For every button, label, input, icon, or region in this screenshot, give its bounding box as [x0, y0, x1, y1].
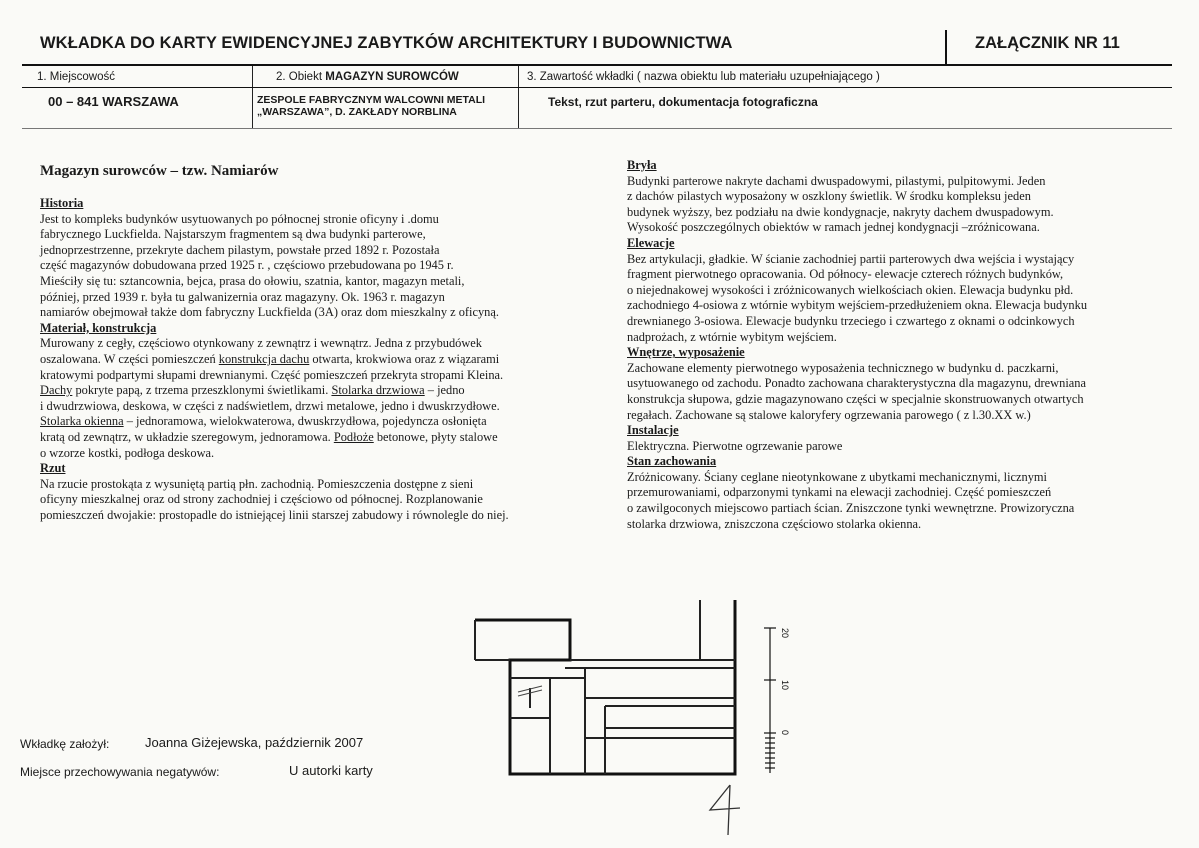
object-label-block: [276, 71, 459, 83]
floor-plan-drawing: [470, 598, 790, 783]
section-heading-rzut: Rzut: [40, 461, 66, 476]
locality-label: 1. Miejscowość: [37, 71, 115, 83]
section-text-bryla: Budynki parterowe nakryte dachami dwuspadowymi, pilastymi, pulpitowymi. Jeden z dachów pilastych wyposażony w oszklony świetlik. W środku kompleksu jeden budynek wyższy, bez podziału na dwie kondygnacje, nakryty dachem dwuspadowym. Wysokość poszczególnych obiektów w ramach jednej kondygnacji –zróżnicowana.: [627, 173, 1054, 235]
scale-label-20: 20: [780, 628, 790, 639]
object-label: 2. Obiekt: [276, 71, 323, 83]
author-label: Wkładkę założył:: [20, 737, 110, 751]
field-rule: [22, 87, 1172, 88]
right-column: [627, 158, 1187, 532]
locality-value: 00 – 841 WARSZAWA: [48, 94, 179, 109]
handwritten-page-number: [700, 780, 750, 840]
negatives-label: Miejsce przechowywania negatywów:: [20, 765, 220, 779]
annex-number: ZAŁĄCZNIK NR 11: [975, 34, 1120, 52]
section-text-instalacje: Elektryczna. Pierwotne ogrzewanie parowe: [627, 438, 843, 453]
section-text-historia: Jest to kompleks budynków usytuowanych po północnej stronie oficyny i .domu fabrycznego Luckfielda. Najstarszym fragmentem są dwa budynki parterowe, jednoprzestrzenne, przekryte dachem pilastym, powstałe przed 1892 r. Pozostała część magazynów dobudowana przed 1925 r. , częściowo przebudowana po 1945 r. Mieściły się tu: sztancownia, bejca, prasa do ołowiu, szatnia, kantor, magazyn metali, później, przed 1939 r. była tu galwanizernia oraz magazyny. Ok. 1963 r. magazyn namiarów obejmował także dom fabryczny Luckfielda (3A) oraz dom mieszkalny z oficyną.: [40, 211, 499, 320]
scale-label-0: 0: [780, 730, 790, 736]
content-value: Tekst, rzut parteru, dokumentacja fotograficzna: [548, 95, 818, 109]
section-heading-stan: Stan zachowania: [627, 454, 717, 469]
left-column: [40, 196, 600, 523]
document-title: Magazyn surowców – tzw. Namiarów: [40, 163, 279, 179]
section-text-material: Murowany z cegły, częściowo otynkowany z zewnątrz i wewnątrz. Jedna z przybudówek oszalowana. W części pomieszczeń konstrukcja dachu otwarta, krokwiowa oraz z wiązarami kratowymi podpartymi słupami drewnianymi. Część pomieszczeń przekryta stropami Kleina. Dachy pokryte papą, z trzema przeszklonymi świetlikami. Stolarka drzwiowa – jedno i dwudrzwiowa, deskowa, w części z nadświetlem, drzwi metalowe, jedno i dwuskrzydłowe. Stolarka okienna – jednoramowa, wielokwaterowa, dwuskrzydłowa, pojedyncza osłonięta kratą od zewnątrz, w układzie szeregowym, jednoramowa. Podłoże betonowe, płyty stalowe o wzorze kostki, podłoga deskowa.: [40, 336, 504, 460]
header-rule-top: [22, 64, 1172, 66]
section-text-elewacje: Bez artykulacji, gładkie. W ścianie zachodniej partii parterowych dwa wejścia i wystający fragment pierwotnego opracowania. Od północy- elewacje czterech różnych budynków, o niejednakowej wysokości i zróżnicowanych wielkościach okien. Elewacja budynku płd. zachodniego 4-osiowa z wtórnie wybitym wejściem-przedłużeniem okna. Elewacja budynku drewnianego 3-osiowa. Elewacje budynku trzeciego i czwartego z oknami o odcinkowych nadprożach, z wtórnie wybitym wejściem.: [627, 251, 1088, 344]
section-heading-material: Materiał, konstrukcja: [40, 320, 157, 335]
section-heading-elewacje: Elewacje: [627, 235, 675, 250]
form-title: WKŁADKA DO KARTY EWIDENCYJNEJ ZABYTKÓW ARCHITEKTURY I BUDOWNICTWA: [40, 34, 733, 52]
object-extension: ZESPOLE FABRYCZNYM WALCOWNI METALI „WARSZAWA”, D. ZAKŁADY NORBLINA: [257, 94, 486, 118]
section-text-stan: Zróżnicowany. Ściany ceglane nieotynkowane z ubytkami mechanicznymi, licznymi przemurowaniami, odparzonymi tynkami na elewacji zachodniej. Część pomieszczeń o zawilgoconych miejscowo partiach ścian. Zniszczone tynki wewnętrzne. Prowizoryczna stolarka drzwiowa, zniszczona częściowo stolarka okienna.: [627, 469, 1075, 531]
section-heading-bryla: Bryła: [627, 158, 657, 172]
section-heading-wnetrze: Wnętrze, wyposażenie: [627, 345, 745, 360]
svg-text:4: 4: [700, 780, 701, 781]
section-text-wnetrze: Zachowane elementy pierwotnego wyposażenia technicznego w budynku d. paczkarni, usytuowanego od zachodu. Ponadto zachowana charakterystyczna dla magazynu, drewniana konstrukcja słupowa, gdzie magazynowano części w specjalnie skonstruowanych otwartych regałach. Zachowane są stalowe kaloryfery ogrzewania parowego ( z l.30.XX w.): [627, 360, 1086, 422]
section-text-rzut: Na rzucie prostokąta z wysuniętą partią płn. zachodnią. Pomieszczenia dostępne z sieni oficyny mieszkalnej oraz od strony zachodniej i częściowo od północnej. Rozplanowanie pomieszczeń dwojakie: prostopadle do istniejącej linii starszej zabudowy i równolegle do niej.: [40, 476, 509, 522]
field-separator-2: [518, 66, 519, 128]
section-heading-instalacje: Instalacje: [627, 423, 679, 438]
content-label: 3. Zawartość wkładki ( nazwa obiektu lub materiału uzupełniającego ): [527, 71, 880, 83]
author-value: Joanna Giżejewska, październik 2007: [145, 735, 364, 750]
field-separator-1: [252, 66, 253, 128]
object-name: MAGAZYN SUROWCÓW: [325, 71, 459, 83]
scale-label-10: 10: [780, 680, 790, 691]
section-heading-historia: Historia: [40, 196, 84, 210]
field-rule-bottom: [22, 128, 1172, 129]
negatives-value: U autorki karty: [289, 763, 373, 778]
header-separator: [945, 30, 947, 64]
